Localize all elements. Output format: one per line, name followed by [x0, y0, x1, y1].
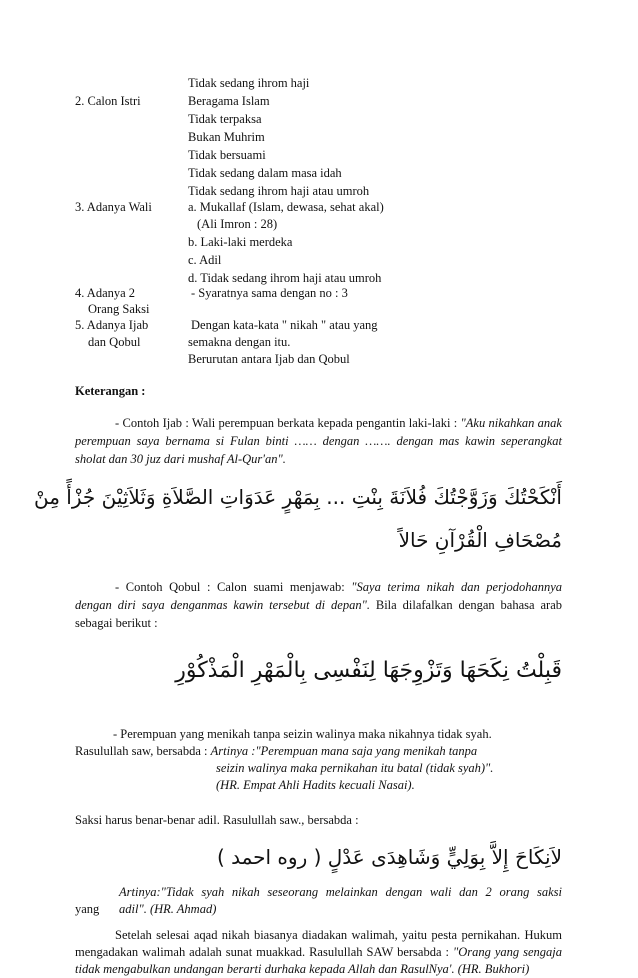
- table-row-label: dan Qobul: [88, 335, 141, 349]
- walimah-paragraph: [75, 927, 562, 978]
- rasul-quote: Artinya :"Perempuan mana saja yang menikah tanpa: [210, 744, 478, 758]
- table-row-label: 5. Adanya Ijab: [75, 318, 149, 332]
- table-cell: Dengan kata-kata " nikah " atau yang: [191, 318, 378, 332]
- table-cell: a. Mukallaf (Islam, dewasa, sehat akal): [188, 200, 384, 214]
- table-cell: Berurutan antara Ijab dan Qobul: [188, 352, 350, 366]
- table-cell: Tidak bersuami: [188, 148, 266, 162]
- table-row-label: 2. Calon Istri: [75, 94, 141, 108]
- ijab-italic-text: "Aku nikahkan anak perempuan saya bernama si Fulan binti …… dengan ……. dengan mas kawin seperangkat sholat dan 30 juz dari mushaf Al-Qur'an".: [75, 416, 562, 466]
- table-cell: (Ali Imron : 28): [197, 217, 278, 231]
- saksi-arabic: لاَنِكَاحَ إِلاَّ بِوَلِيٍّ وَشَاهِدَى عَدْلٍ ( روه احمد ): [216, 845, 562, 869]
- table-row-label: 3. Adanya Wali: [75, 200, 152, 214]
- table-cell: Tidak sedang ihrom haji: [188, 76, 310, 90]
- table-cell: - Syaratnya sama dengan no : 3: [191, 286, 348, 300]
- rasul-text: Rasulullah saw, bersabda :: [75, 744, 211, 758]
- qobul-paragraph: [75, 578, 562, 632]
- saksi-translation: Artinya:"Tidak syah nikah seseorang melainkan dengan wali dan 2 orang saksi: [119, 885, 562, 899]
- rasul-line: [75, 743, 477, 759]
- section-heading: Keterangan :: [75, 384, 146, 398]
- ijab-arabic-line-2: مُصْحَافِ الْقُرْآنِ حَالاً: [398, 528, 562, 552]
- ijab-paragraph: [75, 414, 562, 468]
- table-row-label: Orang Saksi: [88, 302, 150, 316]
- walimah-quote: "Orang yang sengaja tidak mengabulkan undangan berarti durhaka kepada Allah dan RasulNya'. (HR. Bukhori): [75, 945, 562, 976]
- table-cell: Tidak sedang ihrom haji atau umroh: [188, 184, 370, 198]
- qobul-arabic: قَبِلْتُ نِكَحَهَا وَتَزْوِجَهَا لِنَفْسِى بِالْمَهْرِ الْمَذْكُوْرِ: [175, 658, 562, 683]
- qobul-text-end: Bila dilafalkan dengan bahasa arab sebagai berikut :: [75, 598, 562, 630]
- table-cell: Bukan Muhrim: [188, 130, 265, 144]
- qobul-italic-text: "Saya terima nikah dan perjodohannya dengan diri saya denganmas kawin tersebut di depan".: [75, 580, 562, 612]
- qobul-text: - Contoh Qobul : Calon suami menjawab:: [115, 580, 352, 594]
- ijab-text: - Contoh Ijab : Wali perempuan berkata kepada pengantin laki-laki :: [115, 416, 461, 430]
- rasul-source: (HR. Empat Ahli Hadits kecuali Nasai).: [216, 778, 415, 792]
- table-row-label: 4. Adanya 2: [75, 286, 136, 300]
- table-cell: b. Laki-laki merdeka: [188, 235, 293, 249]
- wali-statement: - Perempuan yang menikah tanpa seizin walinya maka nikahnya tidak syah.: [113, 727, 492, 741]
- table-cell: c. Adil: [188, 253, 222, 267]
- ijab-arabic-line-1: أَنْكَحْتُكَ وَزَوَّجْتُكَ فُلاَنَةَ بِنْتِ ... بِمَهْرٍ عَدَوَاتِ الصَّلاَةِ وَثَلاَثِيْنَ جُزْأً مِنْ: [33, 485, 562, 509]
- table-cell: Tidak sedang dalam masa idah: [188, 166, 342, 180]
- table-cell: d. Tidak sedang ihrom haji atau umroh: [188, 271, 382, 285]
- saksi-statement: Saksi harus benar-benar adil. Rasulullah saw., bersabda :: [75, 813, 359, 827]
- table-cell: Tidak terpaksa: [188, 112, 262, 126]
- saksi-translation-prefix: yang: [75, 902, 100, 916]
- table-cell: semakna dengan itu.: [188, 335, 291, 349]
- table-cell: Beragama Islam: [188, 94, 270, 108]
- saksi-translation-cont: adil". (HR. Ahmad): [119, 902, 217, 916]
- rasul-quote-cont: seizin walinya maka pernikahan itu batal (tidak syah)".: [216, 761, 494, 775]
- walimah-text: Setelah selesai aqad nikah biasanya diadakan walimah, yaitu pesta pernikahan. Hukum mengadakan walimah adalah sunat muakkad. Rasulullah SAW bersabda :: [75, 928, 562, 959]
